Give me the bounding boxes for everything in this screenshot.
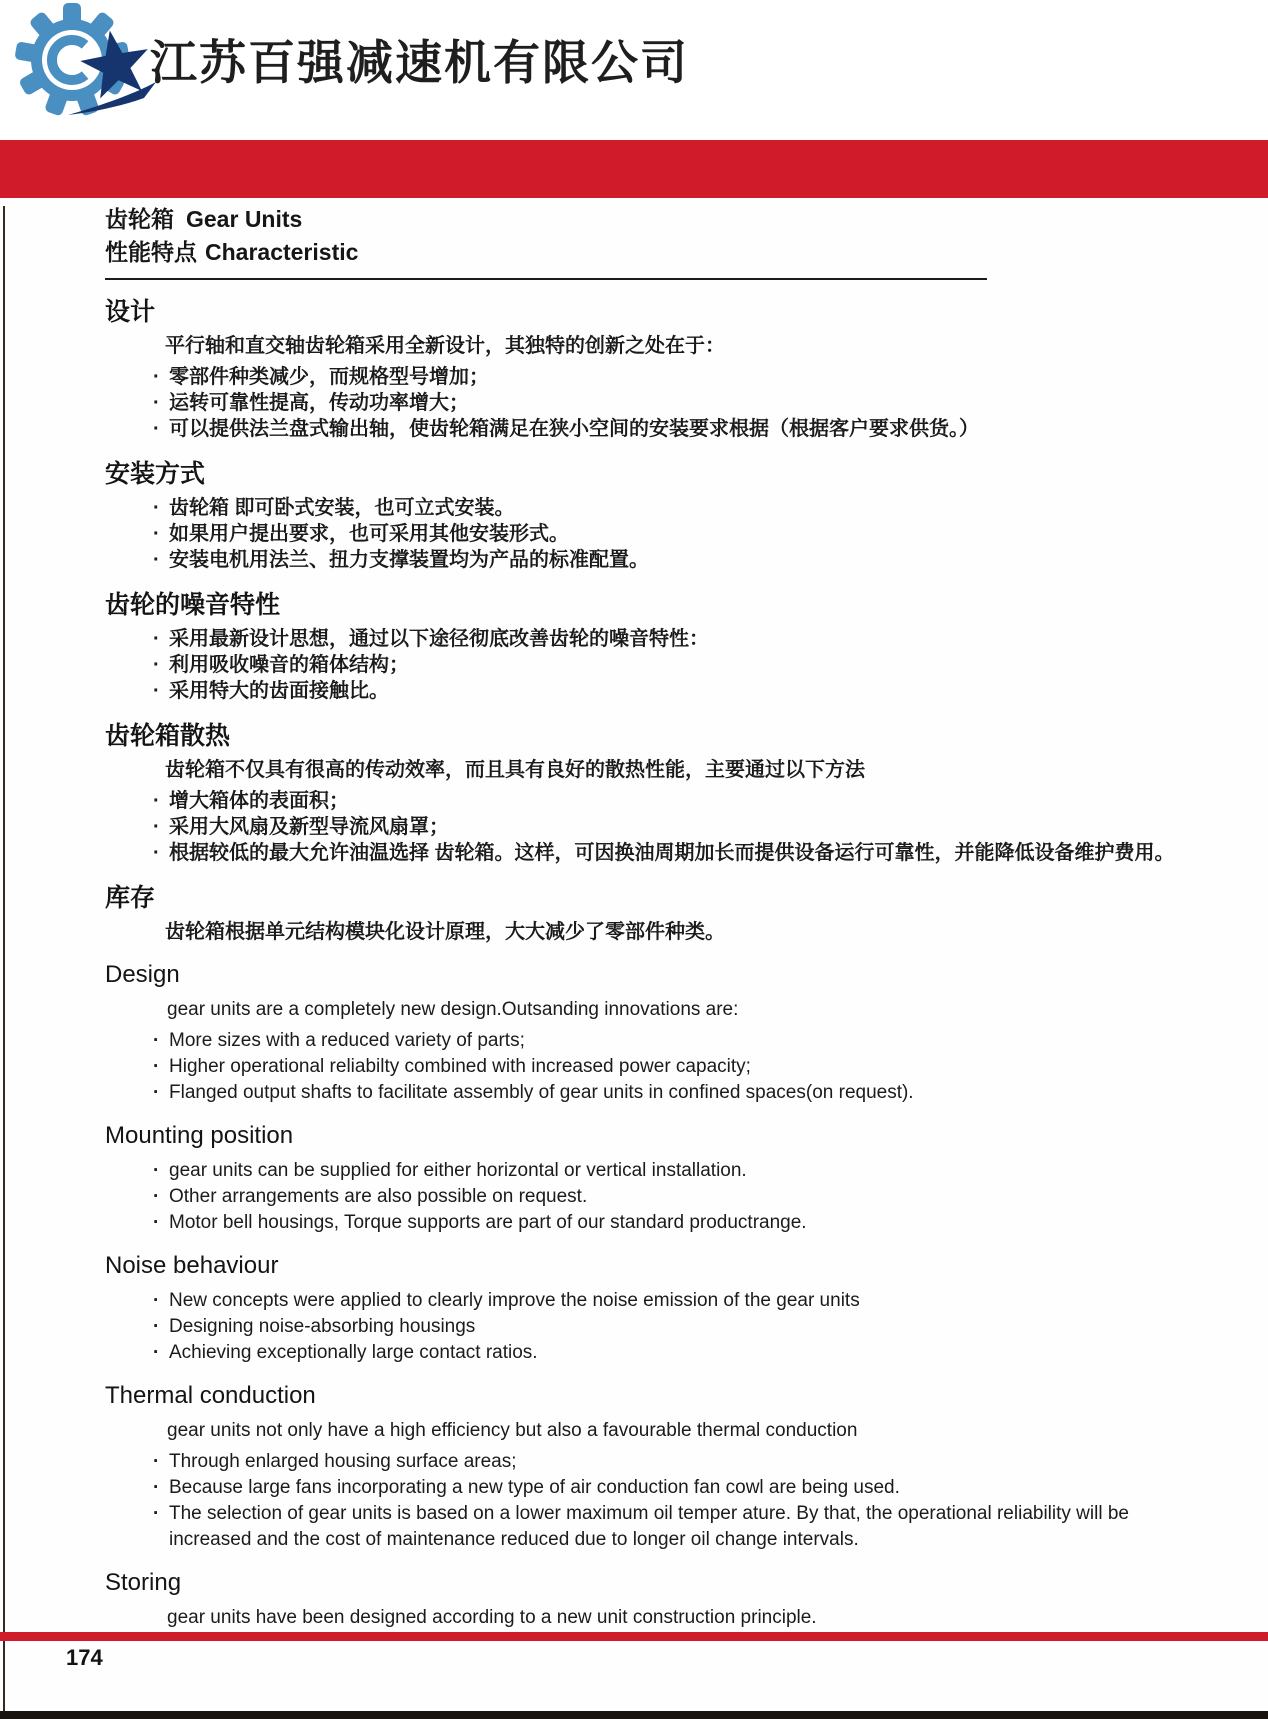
section-intro: 齿轮箱根据单元结构模块化设计原理，大大减少了零部件种类。	[165, 921, 725, 943]
bullet-list	[105, 626, 1180, 704]
title-zh-2: 性能特点	[105, 239, 197, 265]
section-intro: 齿轮箱不仅具有很高的传动效率，而且具有良好的散热性能，主要通过以下方法	[165, 759, 865, 781]
section-heading: Thermal conduction	[105, 1382, 316, 1409]
section-heading: Mounting position	[105, 1122, 294, 1149]
bullet-list	[105, 1028, 1180, 1106]
sections	[105, 297, 1180, 1631]
section-heading: 安装方式	[105, 460, 206, 488]
bullet-item: · 采用大风扇及新型导流风扇罩；	[153, 814, 1180, 840]
bullet-item: · New concepts were applied to clearly improve the noise emission of the gear units	[153, 1288, 1180, 1314]
section-heading: 齿轮箱散热	[105, 722, 231, 750]
section-thermal-en	[105, 1381, 1180, 1553]
section-noise-en	[105, 1251, 1180, 1366]
section-intro: gear units are a completely new design.Outsanding innovations are:	[167, 999, 739, 1020]
section-heading: 齿轮的噪音特性	[105, 591, 281, 619]
bullet-list	[105, 788, 1180, 866]
bullet-list	[105, 1158, 1180, 1236]
section-mounting-en	[105, 1121, 1180, 1236]
section-storing-en	[105, 1568, 1180, 1631]
page-title	[105, 203, 1180, 280]
bullet-item: · 采用最新设计思想，通过以下途径彻底改善齿轮的噪音特性：	[153, 626, 1180, 652]
section-intro: gear units have been designed according to a new unit construction principle.	[167, 1607, 817, 1628]
bullet-list	[105, 1288, 1180, 1366]
bullet-item: · 齿轮箱 即可卧式安装，也可立式安装。	[153, 495, 1180, 521]
bullet-item: · Higher operational reliabilty combined with increased power capacity;	[153, 1054, 1180, 1080]
page-header	[0, 0, 1268, 140]
title-underline	[105, 278, 987, 280]
title-line-2	[105, 236, 1180, 269]
section-noise-zh	[105, 590, 1180, 704]
page-content	[105, 203, 1180, 1636]
bullet-item: · 零部件种类减少，而规格型号增加；	[153, 364, 1180, 390]
section-heading: 设计	[105, 298, 156, 326]
section-intro: 平行轴和直交轴齿轮箱采用全新设计，其独特的创新之处在于：	[165, 335, 725, 357]
left-page-rule	[3, 206, 5, 1712]
bullet-item: · 增大箱体的表面积；	[153, 788, 1180, 814]
page-number: 174	[66, 1645, 103, 1670]
bottom-bar	[0, 1711, 1268, 1719]
bullet-item: · Flanged output shafts to facilitate assembly of gear units in confined spaces(on request).	[153, 1080, 1180, 1106]
bullet-item: · 根据较低的最大允许油温选择 齿轮箱。这样，可因换油周期加长而提供设备运行可靠性，并能降低设备维护费用。	[153, 840, 1180, 866]
section-storing-zh	[105, 883, 1180, 945]
footer-red-rule	[0, 1632, 1268, 1641]
bullet-item: · More sizes with a reduced variety of parts;	[153, 1028, 1180, 1054]
section-thermal-zh	[105, 721, 1180, 866]
section-heading: Design	[105, 961, 180, 988]
bullet-item: · 如果用户提出要求，也可采用其他安装形式。	[153, 521, 1180, 547]
title-zh-1: 齿轮箱	[105, 206, 174, 232]
bullet-list	[105, 495, 1180, 573]
bullet-item: · Motor bell housings, Torque supports are part of our standard productrange.	[153, 1210, 1180, 1236]
title-line-1	[105, 203, 1180, 236]
red-banner	[0, 140, 1268, 198]
bullet-item: · 采用特大的齿面接触比。	[153, 678, 1180, 704]
bullet-item: · 利用吸收噪音的箱体结构；	[153, 652, 1180, 678]
section-design-en	[105, 960, 1180, 1106]
section-design-zh	[105, 297, 1180, 442]
section-heading: Storing	[105, 1569, 182, 1596]
section-intro: gear units not only have a high efficiency but also a favourable thermal conduction	[167, 1420, 858, 1441]
company-name: 江苏百强减速机有限公司	[150, 36, 689, 89]
section-heading: 库存	[105, 884, 156, 912]
bullet-item: · 安装电机用法兰、扭力支撑装置均为产品的标准配置。	[153, 547, 1180, 573]
bullet-item: · Designing noise-absorbing housings	[153, 1314, 1180, 1340]
bullet-list	[105, 1449, 1180, 1553]
bullet-item: · gear units can be supplied for either horizontal or vertical installation.	[153, 1158, 1180, 1184]
bullet-item: · Because large fans incorporating a new type of air conduction fan cowl are being used.	[153, 1475, 1180, 1501]
title-en-2: Characteristic	[205, 239, 359, 265]
bullet-item: · The selection of gear units is based on a lower maximum oil temper ature. By that, the operational reliability will be increased and the cost of maintenance reduced due to longer oil change intervals.	[153, 1501, 1180, 1553]
bullet-item: · Achieving exceptionally large contact ratios.	[153, 1340, 1180, 1366]
bullet-item: · 可以提供法兰盘式输出轴，使齿轮箱满足在狭小空间的安装要求根据（根据客户要求供货。）	[153, 416, 1180, 442]
section-heading: Noise behaviour	[105, 1252, 279, 1279]
section-mounting-zh	[105, 459, 1180, 573]
gear-star-logo-icon	[12, 2, 162, 120]
bullet-item: · 运转可靠性提高，传动功率增大；	[153, 390, 1180, 416]
bullet-list	[105, 364, 1180, 442]
bullet-item: · Through enlarged housing surface areas;	[153, 1449, 1180, 1475]
bullet-item: · Other arrangements are also possible on request.	[153, 1184, 1180, 1210]
title-en-1: Gear Units	[186, 206, 303, 232]
